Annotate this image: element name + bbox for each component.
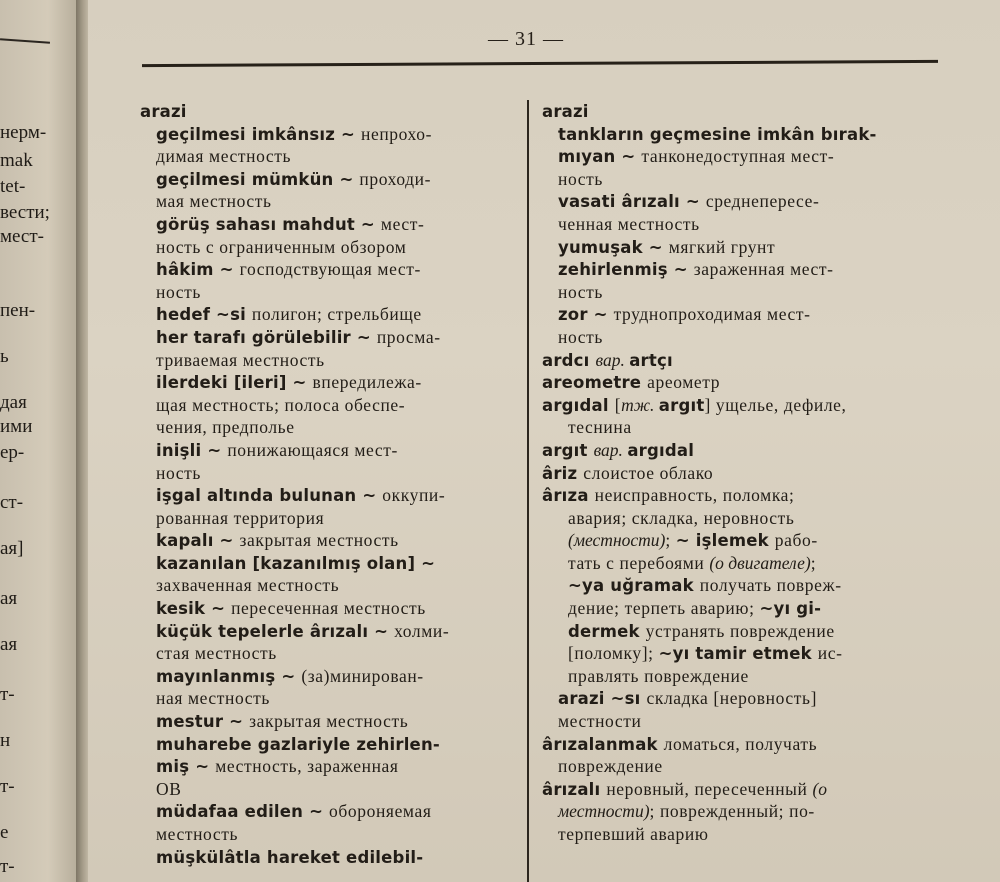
- russian-translation: закрытая местность: [249, 711, 409, 732]
- facing-page-fragment: mak: [0, 150, 33, 171]
- facing-page-fragment: ая: [0, 588, 18, 609]
- turkish-headword: yumuşak ~: [558, 237, 669, 257]
- russian-translation: мягкий грунт: [668, 236, 776, 257]
- turkish-headword: arazi: [140, 102, 187, 121]
- entry-line: [542, 710, 942, 733]
- turkish-headword: her tarafı görülebilir ~: [156, 327, 377, 347]
- entry-line: [542, 303, 942, 326]
- entry-line: [140, 236, 515, 259]
- russian-translation: ис-: [817, 643, 843, 664]
- entry-line: [140, 213, 515, 236]
- entry-line: [140, 823, 515, 846]
- turkish-headword: ~ işlemek: [675, 531, 775, 551]
- entry-line: [542, 281, 942, 304]
- russian-translation: [поломку];: [568, 643, 659, 664]
- turkish-headword: hâkim ~: [156, 260, 240, 280]
- facing-page-fragment: ь: [0, 346, 9, 367]
- russian-translation: впередилежа-: [312, 372, 422, 393]
- facing-page-fragment: дая: [0, 392, 27, 413]
- facing-page-fragment: пен-: [0, 300, 36, 321]
- russian-translation: дение; терпеть аварию;: [568, 598, 760, 619]
- russian-translation: неисправность, поломка;: [594, 485, 795, 506]
- entry-line: [140, 371, 515, 394]
- turkish-headword: ~ya uğramak: [568, 576, 700, 596]
- turkish-headword: kesik ~: [156, 599, 232, 619]
- entry-line: [140, 687, 515, 710]
- russian-translation: ность: [558, 281, 603, 302]
- russian-translation: (за)минирован-: [301, 665, 424, 686]
- facing-page-rule: [0, 38, 50, 43]
- italic-note: местности): [558, 801, 650, 822]
- turkish-headword: mayınlanmış ~: [156, 666, 302, 686]
- russian-translation: [: [614, 394, 622, 415]
- left-column: [140, 100, 515, 868]
- turkish-headword: miş ~: [156, 757, 216, 777]
- facing-page-left: [0, 0, 80, 882]
- entry-line: [140, 507, 515, 530]
- entry-line: [140, 574, 515, 597]
- russian-translation: рованная территория: [156, 507, 325, 528]
- header-rule: [142, 60, 938, 67]
- entry-line: [140, 100, 515, 123]
- entry-line: [542, 190, 942, 213]
- entry-line: [542, 145, 942, 168]
- dictionary-page: [88, 0, 1000, 882]
- russian-translation: складка [неровность]: [646, 688, 818, 709]
- entry-line: [140, 800, 515, 823]
- entry-line: [140, 394, 515, 417]
- entry-line: [140, 710, 515, 733]
- russian-translation: проходи-: [359, 168, 432, 189]
- russian-translation: обороняемая: [329, 801, 432, 822]
- turkish-headword: artçı: [629, 350, 673, 370]
- entry-line: [542, 507, 942, 530]
- russian-translation: стая местность: [156, 643, 277, 664]
- turkish-headword: argıt: [542, 440, 594, 460]
- column-divider: [527, 100, 529, 882]
- russian-translation: местности: [558, 711, 642, 732]
- turkish-headword: argıdal: [627, 440, 695, 460]
- russian-translation: теснина: [568, 417, 632, 438]
- russian-translation: ;: [810, 552, 817, 573]
- entry-line: [140, 484, 515, 507]
- russian-translation: господствующая мест-: [239, 259, 421, 280]
- turkish-headword: işgal altında bulunan ~: [156, 486, 383, 506]
- russian-translation: пересеченная местность: [231, 598, 426, 619]
- russian-translation: зараженная мест-: [693, 259, 834, 280]
- entry-line: [140, 552, 515, 575]
- entry-line: [140, 416, 515, 439]
- italic-note: вар.: [593, 439, 628, 460]
- turkish-headword: müşkülâtla hareket edilebil-: [156, 847, 424, 867]
- russian-translation: ареометр: [647, 372, 721, 393]
- entry-line: [542, 597, 942, 620]
- entry-line: [140, 778, 515, 801]
- russian-translation: авария; складка, неровность: [568, 507, 795, 528]
- facing-page-fragment: ст-: [0, 492, 24, 513]
- russian-translation: ченная местность: [558, 213, 700, 234]
- entry-line: [140, 123, 515, 146]
- facing-page-fragment: н: [0, 730, 11, 751]
- turkish-headword: dermek: [568, 621, 646, 641]
- turkish-headword: ârızalı: [542, 779, 607, 799]
- russian-translation: просма-: [376, 326, 441, 347]
- russian-translation: холми-: [394, 620, 450, 641]
- russian-translation: ; поврежденный; по-: [649, 801, 815, 822]
- entry-line: [140, 439, 515, 462]
- turkish-headword: ardcı: [542, 350, 596, 370]
- russian-translation: ная местность: [156, 688, 270, 709]
- entry-line: [140, 258, 515, 281]
- russian-translation: повреждение: [558, 756, 663, 777]
- russian-translation: рабо-: [774, 530, 818, 551]
- entry-line: [542, 665, 942, 688]
- entry-line: [140, 597, 515, 620]
- turkish-headword: ~yı gi-: [759, 599, 822, 619]
- entry-line: [140, 733, 515, 756]
- italic-note: (о двигателе): [709, 552, 811, 573]
- russian-translation: тать с перебоями: [568, 552, 710, 573]
- turkish-headword: mıyan ~: [558, 147, 642, 167]
- turkish-headword: küçük tepelerle ârızalı ~: [156, 621, 395, 641]
- russian-translation: ;: [665, 530, 676, 551]
- facing-page-fragment: т-: [0, 684, 15, 705]
- russian-translation: ность: [558, 168, 603, 189]
- russian-translation: труднопроходимая мест-: [613, 304, 811, 325]
- russian-translation: ] ущелье, дефиле,: [704, 394, 847, 415]
- entry-line: [542, 394, 942, 417]
- russian-translation: ность: [156, 462, 201, 483]
- turkish-headword: areometre: [542, 373, 648, 393]
- turkish-headword: kapalı ~: [156, 531, 240, 551]
- turkish-headword: arazi ~sı: [558, 689, 647, 709]
- italic-note: вар.: [595, 349, 630, 370]
- entry-line: [542, 236, 942, 259]
- turkish-headword: görüş sahası mahdut ~: [156, 214, 381, 234]
- turkish-headword: ârızalanmak: [542, 734, 664, 754]
- turkish-headword: ârıza: [542, 486, 595, 506]
- facing-page-fragment: ая]: [0, 538, 24, 559]
- entry-line: [542, 620, 942, 643]
- entry-line: [542, 371, 942, 394]
- facing-page-fragment: т-: [0, 776, 15, 797]
- turkish-headword: arazi: [542, 102, 589, 121]
- turkish-headword: zehirlenmiş ~: [558, 260, 694, 280]
- turkish-headword: geçilmesi imkânsız ~: [156, 124, 361, 144]
- russian-translation: мест-: [380, 213, 425, 234]
- entry-line: [140, 642, 515, 665]
- entry-line: [542, 733, 942, 756]
- entry-line: [140, 145, 515, 168]
- entry-line: [140, 462, 515, 485]
- russian-translation: щая местность; полоса обеспе-: [156, 394, 406, 415]
- russian-translation: закрытая местность: [239, 530, 399, 551]
- entry-line: [542, 416, 942, 439]
- facing-page-fragment: tet-: [0, 176, 26, 197]
- right-column: [542, 100, 942, 846]
- facing-page-fragment: ер-: [0, 442, 25, 463]
- turkish-headword: tankların geçmesine imkân bırak-: [558, 124, 877, 144]
- turkish-headword: zor ~: [558, 305, 614, 325]
- entry-line: [140, 303, 515, 326]
- facing-page-fragment: т-: [0, 856, 15, 877]
- facing-page-fragment: ая: [0, 634, 18, 655]
- entry-line: [542, 349, 942, 372]
- turkish-headword: hedef ~si: [156, 305, 252, 325]
- russian-translation: ОВ: [156, 778, 182, 799]
- turkish-headword: ilerdeki [ileri] ~: [156, 373, 313, 393]
- entry-line: [542, 552, 942, 575]
- entry-line: [542, 484, 942, 507]
- entry-line: [542, 326, 942, 349]
- entry-line: [542, 439, 942, 462]
- russian-translation: неровный, пересеченный: [606, 778, 813, 799]
- russian-translation: местность, зараженная: [215, 756, 399, 777]
- facing-page-fragment: мест-: [0, 226, 44, 247]
- entry-line: [140, 755, 515, 778]
- entry-line: [140, 620, 515, 643]
- italic-note: (о: [812, 778, 828, 799]
- turkish-headword: kazanılan [kazanılmış olan] ~: [156, 553, 436, 573]
- entry-line: [140, 190, 515, 213]
- russian-translation: захваченная местность: [156, 575, 340, 596]
- entry-line: [140, 349, 515, 372]
- turkish-headword: geçilmesi mümkün ~: [156, 169, 360, 189]
- russian-translation: слоистое облако: [583, 462, 714, 483]
- turkish-headword: muharebe gazlariyle zehirlen-: [156, 734, 440, 754]
- russian-translation: полигон; стрельбище: [251, 304, 422, 325]
- russian-translation: димая местность: [156, 146, 292, 167]
- russian-translation: среднепересе-: [705, 191, 820, 212]
- entry-line: [542, 823, 942, 846]
- italic-note: (местности): [568, 530, 666, 551]
- russian-translation: устранять повреждение: [645, 620, 835, 641]
- facing-page-fragment: е: [0, 822, 9, 843]
- russian-translation: правлять повреждение: [568, 665, 749, 686]
- page-number: — 31 —: [488, 28, 564, 50]
- russian-translation: непрохо-: [361, 123, 433, 144]
- entry-line: [542, 687, 942, 710]
- turkish-headword: âriz: [542, 463, 584, 483]
- turkish-headword: inişli ~: [156, 440, 228, 460]
- russian-translation: мая местность: [156, 191, 272, 212]
- entry-line: [542, 123, 942, 146]
- italic-note: тж.: [621, 394, 659, 415]
- russian-translation: ломаться, получать: [663, 733, 818, 754]
- russian-translation: чения, предполье: [156, 417, 295, 438]
- russian-translation: триваемая местность: [156, 349, 325, 370]
- russian-translation: понижающаяся мест-: [227, 439, 398, 460]
- entry-line: [140, 168, 515, 191]
- facing-page-fragment: ими: [0, 416, 33, 437]
- entry-line: [140, 326, 515, 349]
- russian-translation: танконедоступная мест-: [641, 146, 835, 167]
- entry-line: [140, 529, 515, 552]
- russian-translation: терпевший аварию: [558, 824, 709, 844]
- entry-line: [140, 665, 515, 688]
- entry-line: [542, 800, 942, 823]
- entry-line: [542, 529, 942, 552]
- russian-translation: ность: [558, 326, 603, 347]
- turkish-headword: vasati ârızalı ~: [558, 192, 706, 212]
- turkish-headword: mestur ~: [156, 712, 250, 732]
- entry-line: [542, 755, 942, 778]
- entry-line: [542, 574, 942, 597]
- entry-line: [542, 213, 942, 236]
- russian-translation: ность: [156, 281, 201, 302]
- entry-line: [140, 846, 515, 869]
- entry-line: [140, 281, 515, 304]
- turkish-headword: argıdal: [542, 395, 615, 415]
- entry-line: [542, 642, 942, 665]
- entry-line: [542, 168, 942, 191]
- russian-translation: оккупи-: [382, 485, 446, 506]
- entry-line: [542, 258, 942, 281]
- turkish-headword: ~yı tamir etmek: [658, 644, 818, 664]
- facing-page-fragment: вести;: [0, 202, 50, 223]
- entry-line: [542, 778, 942, 801]
- russian-translation: ность с ограниченным обзором: [156, 236, 407, 257]
- turkish-headword: argıt: [658, 395, 705, 415]
- entry-line: [542, 100, 942, 123]
- turkish-headword: müdafaa edilen ~: [156, 802, 330, 822]
- russian-translation: получать повреж-: [699, 575, 842, 596]
- russian-translation: местность: [156, 824, 239, 844]
- entry-line: [542, 462, 942, 485]
- facing-page-fragment: нерм-: [0, 122, 47, 143]
